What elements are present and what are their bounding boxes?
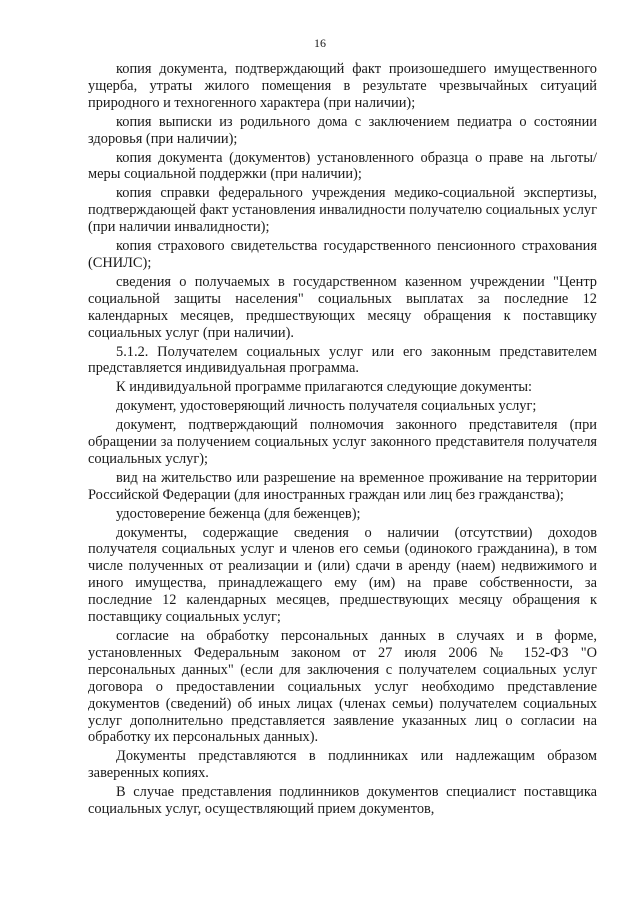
paragraph-6: сведения о получаемых в государственном казенном учреждении "Центр социальной защиты населения" социальных выплатах за последние 12 календарных месяцев, предшествующих месяцу обращения к поставщику социальных услуг (при наличии). <box>88 273 597 341</box>
paragraph-10: документ, подтверждающий полномочия законного представителя (при обращении за получением социальных услуг законного представителя получателя социальных услуг); <box>88 417 597 467</box>
paragraph-5: копия страхового свидетельства государственного пенсионного страхования (СНИЛС); <box>88 238 597 271</box>
paragraph-4: копия справки федерального учреждения медико-социальной экспертизы, подтверждающей факт установления инвалидности получателю социальных услуг (при наличии инвалидности); <box>88 185 597 236</box>
page-body <box>88 61 597 820</box>
page-number: 16 <box>314 36 326 50</box>
paragraph-2: копия выписки из родильного дома с заключением педиатра о состоянии здоровья (при наличии); <box>88 113 597 147</box>
paragraph-8: К индивидуальной программе прилагаются следующие документы: <box>116 379 533 396</box>
paragraph-1: копия документа, подтверждающий факт произошедшего имущественного ущерба, утраты жилого помещения в результате чрезвычайных ситуаций природного и техногенного характера (при наличии); <box>88 61 597 111</box>
paragraph-7: 5.1.2. Получателем социальных услуг или его законным представителем представляется индивидуальная программа. <box>88 343 597 377</box>
paragraph-15: Документы представляются в подлинниках или надлежащим образом заверенных копиях. <box>88 748 597 782</box>
paragraph-13: документы, содержащие сведения о наличии (отсутствии) доходов получателя социальных услуг и членов его семьи (одинокого гражданина), в том числе полученных от реализации и (или) сдачи в аренду (наем) недвижимого и иного имущества, принадлежащего ему (им) на праве собственности, за последние 12 календарных месяцев, предшествующих месяцу обращения к поставщику социальных услуг; <box>88 524 597 626</box>
paragraph-11: вид на жительство или разрешение на временное проживание на территории Российской Федерации (для иностранных граждан или лиц без гражданства); <box>88 469 597 503</box>
paragraph-16: В случае представления подлинников документов специалист поставщика социальных услуг, осуществляющий прием документов, <box>88 784 597 818</box>
paragraph-3: копия документа (документов) установленного образца о праве на льготы/меры социальной поддержки (при наличии); <box>88 149 597 183</box>
paragraph-9: документ, удостоверяющий личность получателя социальных услуг; <box>116 398 537 415</box>
paragraph-14: согласие на обработку персональных данных в случаях и в форме, установленных Федеральным законом от 27 июля 2006 № 152-ФЗ "О персональных данных" (если для заключения с получателем социальных услуг договора о предоставлении социальных услуг необходимо представление документов (сведений) об иных лицах (членах семьи) получателем социальных услуг дополнительно представляется заявление указанных лиц о согласии на обработку их персональных данных). <box>88 628 597 746</box>
paragraph-12: удостоверение беженца (для беженцев); <box>116 505 361 522</box>
